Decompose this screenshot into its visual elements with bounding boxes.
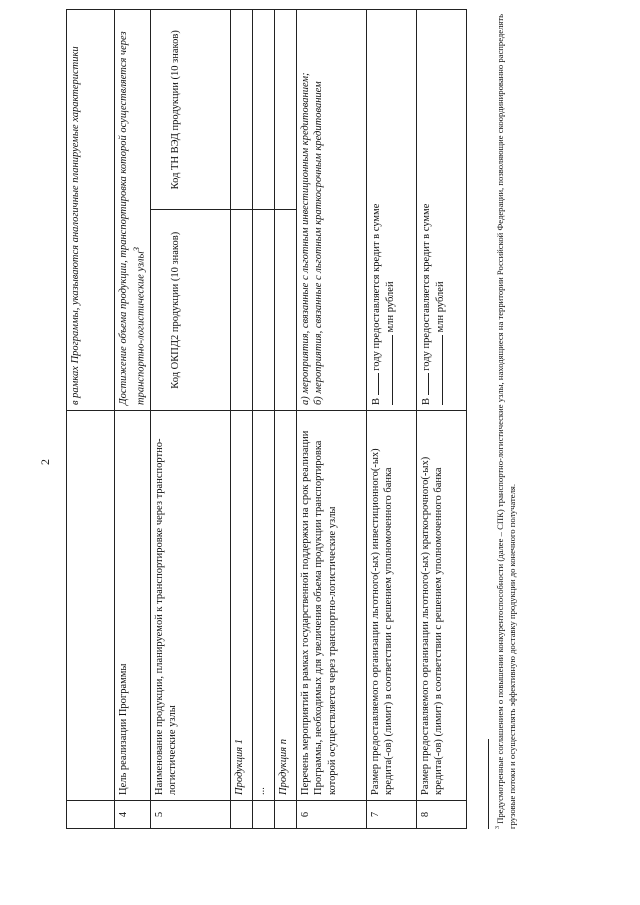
okpd2-code-header: Код ОКПД2 продукции (10 знаков): [151, 210, 230, 411]
year-blank: [419, 373, 429, 395]
table-row: [150, 10, 230, 829]
page-number: 2: [38, 459, 52, 465]
goal-text: Достижение объема продукции, транспортировка которой осуществляется через транспортно-логистические узлы: [118, 31, 147, 405]
row-label: Цель реализации Программы: [115, 411, 151, 801]
row-label: [67, 411, 115, 801]
row-number: [67, 801, 115, 829]
row-value: В году предоставляется кредит в сумме млн рублей: [366, 10, 416, 411]
row-value: [115, 10, 151, 411]
row-value: в рамках Программы, указываются аналогичные планируемые характеристики: [67, 10, 115, 411]
amount-blank: [383, 335, 393, 405]
table-row: [416, 10, 466, 829]
product-1-label: Продукция 1: [230, 411, 252, 801]
row-number: 7: [366, 801, 416, 829]
table-row: [115, 10, 151, 829]
program-table: [66, 9, 467, 829]
row-value: В году предоставляется кредит в сумме млн рублей: [416, 10, 466, 411]
ellipsis-label: ...: [252, 411, 274, 801]
table-row: [230, 10, 252, 829]
table-row: [296, 10, 366, 829]
row-value: [296, 10, 366, 411]
row-number: 5: [150, 801, 230, 829]
row-label: Перечень мероприятий в рамках государственной поддержки на срок реализации Программы, необходимых для увеличения объема продукции транспортировка которой осуществляется через транспортно-логистические узлы: [296, 411, 366, 801]
table-row: [252, 10, 274, 829]
row-label: Наименование продукции, планируемой к транспортировке через транспортно-логистические узлы: [150, 411, 230, 801]
tnved-code-header: Код ТН ВЭД продукции (10 знаков): [169, 30, 181, 190]
amount-blank: [433, 335, 443, 405]
row-label: Размер предоставляемого организации льготного(-ых) краткосрочного(-ых) кредита(-ов) (лимит) в соответствии с решением уполномоченного банка: [416, 411, 466, 801]
footnote-separator: [488, 739, 489, 829]
row-label: Размер предоставляемого организации льготного(-ых) инвестиционного(-ых) кредита(-ов) (лимит) в соответствии с решением уполномоченного банка: [366, 411, 416, 801]
footnote-text: Предусмотренные соглашением о повышении конкурентоспособности (далее – СПК) транспортно-логистические узлы, находящиеся на территории Российской Федерации, позволяющие скоординированно распределять грузовые потоки и осуществлять эффективную доставку продукции до конечного получателя.: [495, 13, 518, 829]
measures-a: а) мероприятия, связанные с льготным инвестиционным кредитованием;: [299, 72, 311, 405]
product-n-label: Продукция n: [274, 411, 296, 801]
row-number: 6: [296, 801, 366, 829]
measures-b: б) мероприятия, связанные с льготным краткосрочным кредитованием: [313, 81, 325, 405]
row-number: 8: [416, 801, 466, 829]
footnote-ref: 3: [130, 247, 141, 252]
codes-cell: [150, 10, 230, 411]
table-row: [67, 10, 115, 829]
footnote: [494, 14, 518, 829]
row-number: 4: [115, 801, 151, 829]
table-row: [366, 10, 416, 829]
year-blank: [369, 373, 379, 395]
footnote-mark: 3: [495, 826, 502, 829]
table-row: [274, 10, 296, 829]
